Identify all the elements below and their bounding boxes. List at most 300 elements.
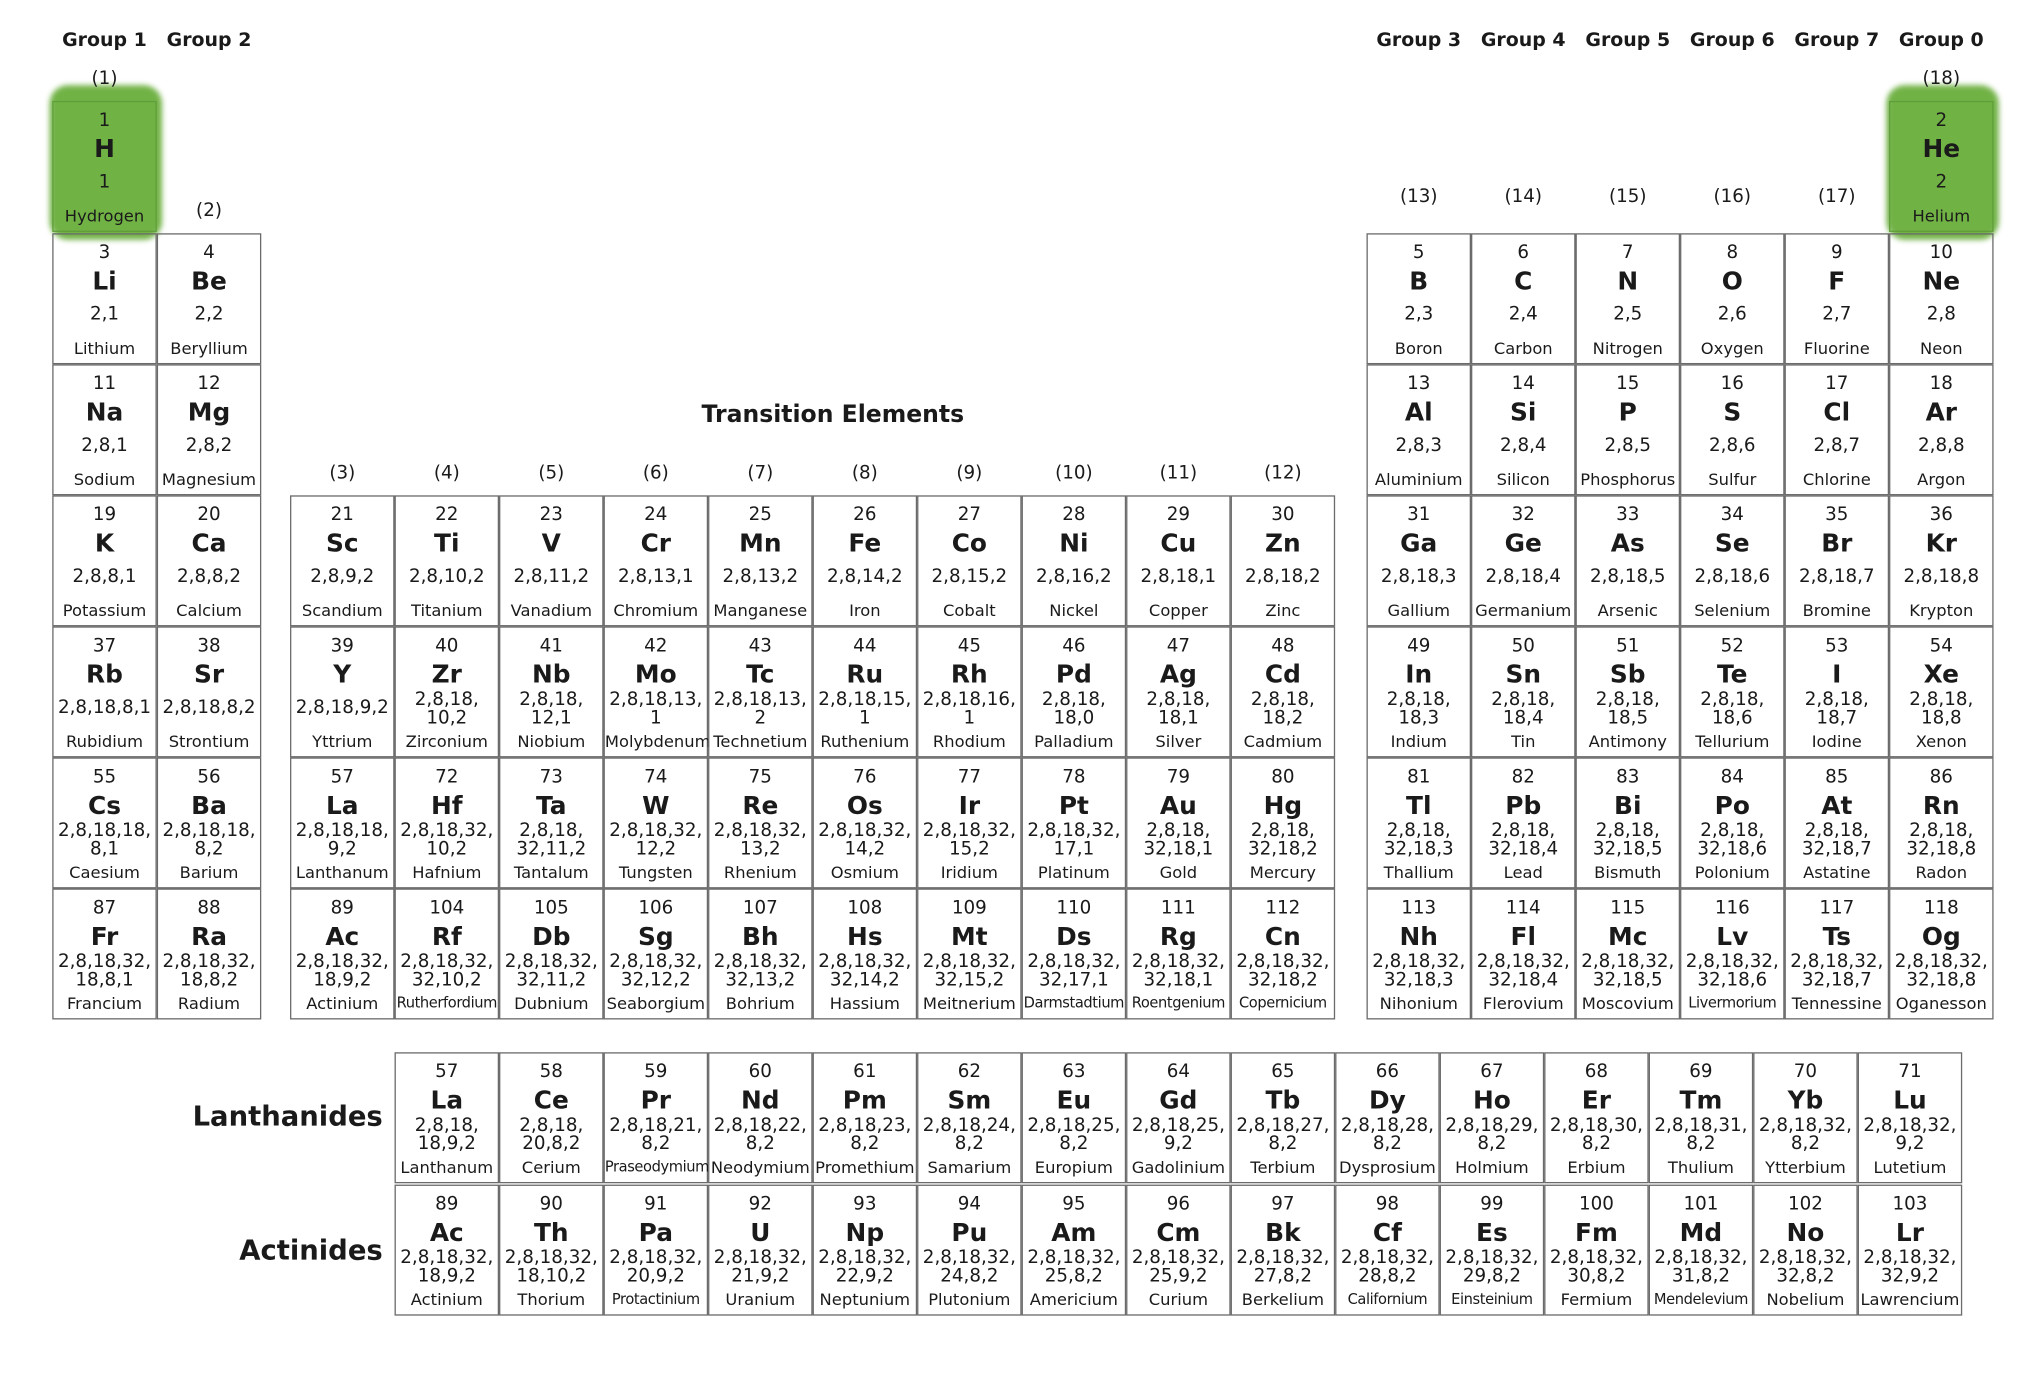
element-cell-rn[interactable] <box>1889 757 1994 888</box>
electron-configuration: 2,8,18, 12,1 <box>519 689 584 729</box>
electron-configuration: 2,8,18,32, 31,8,2 <box>1654 1247 1748 1287</box>
electron-configuration: 2,8,1 <box>81 435 128 457</box>
element-cell-v[interactable] <box>499 495 604 626</box>
element-cell-ca[interactable] <box>157 495 262 626</box>
element-cell-cu[interactable] <box>1126 495 1231 626</box>
element-cell-th[interactable] <box>499 1185 604 1316</box>
element-cell-u[interactable] <box>708 1185 813 1316</box>
element-symbol: Se <box>1714 529 1750 559</box>
atomic-number: 57 <box>330 766 354 788</box>
element-symbol: Lu <box>1893 1086 1927 1116</box>
element-cell-np[interactable] <box>813 1185 918 1316</box>
element-cell-in[interactable] <box>1366 626 1471 757</box>
element-name: Iodine <box>1811 731 1862 751</box>
electron-configuration: 2,8,6 <box>1709 435 1756 457</box>
column-number: (3) <box>329 462 356 484</box>
element-symbol: Y <box>333 660 352 690</box>
element-cell-co[interactable] <box>917 495 1022 626</box>
element-cell-am[interactable] <box>1022 1185 1127 1316</box>
element-symbol: W <box>642 791 670 821</box>
element-cell-gd[interactable] <box>1126 1052 1231 1183</box>
element-cell-ge[interactable] <box>1471 495 1576 626</box>
element-cell-hf[interactable] <box>395 757 500 888</box>
element-cell-mo[interactable] <box>604 626 709 757</box>
element-cell-ar[interactable] <box>1889 364 1994 495</box>
atomic-number: 18 <box>1929 373 1953 395</box>
electron-configuration: 2,8,18,32, 32,18,8 <box>1894 951 1988 991</box>
electron-configuration: 2,8,18,32, 9,2 <box>1863 1115 1957 1155</box>
element-name: Platinum <box>1037 862 1110 882</box>
element-symbol: Hg <box>1263 791 1303 821</box>
element-cell-db[interactable] <box>499 888 604 1019</box>
electron-configuration: 2,8,18, 18,9,2 <box>414 1115 479 1155</box>
atomic-number: 72 <box>435 766 459 788</box>
element-cell-ds[interactable] <box>1022 888 1127 1019</box>
element-symbol: La <box>430 1086 464 1116</box>
element-cell-fm[interactable] <box>1544 1185 1649 1316</box>
element-name: Mendelevium <box>1653 1290 1748 1308</box>
group-header: Group 5 <box>1585 30 1671 52</box>
element-name: Argon <box>1917 469 1966 489</box>
electron-configuration: 2,8,18,32, 15,2 <box>922 820 1016 860</box>
electron-configuration: 2,8,18,18, 8,1 <box>57 820 152 860</box>
element-cell-ag[interactable] <box>1126 626 1231 757</box>
element-cell-po[interactable] <box>1680 757 1785 888</box>
element-cell-lv[interactable] <box>1680 888 1785 1019</box>
electron-configuration: 2,8,18,25, 8,2 <box>1027 1115 1121 1155</box>
element-cell-ho[interactable] <box>1440 1052 1545 1183</box>
electron-configuration: 2,8,18,32, 22,9,2 <box>818 1247 912 1287</box>
group-header: Group 1 <box>62 30 147 52</box>
element-name: Polonium <box>1694 862 1770 882</box>
element-name: Copernicium <box>1238 994 1327 1012</box>
element-name: Cobalt <box>942 600 996 620</box>
element-cell-rf[interactable] <box>395 888 500 1019</box>
atomic-number: 13 <box>1407 373 1431 395</box>
element-symbol: Pu <box>951 1218 988 1248</box>
element-cell-zr[interactable] <box>395 626 500 757</box>
element-cell-ta[interactable] <box>499 757 604 888</box>
element-cell-ce[interactable] <box>499 1052 604 1183</box>
element-symbol: Eu <box>1056 1086 1092 1116</box>
element-symbol: Sn <box>1505 660 1542 690</box>
column-number: (8) <box>851 462 878 484</box>
element-cell-pm[interactable] <box>813 1052 918 1183</box>
element-cell-cn[interactable] <box>1231 888 1336 1019</box>
electron-configuration: 2,8,18, 32,11,2 <box>516 820 587 860</box>
element-cell-c[interactable] <box>1471 233 1576 364</box>
element-symbol: Po <box>1714 791 1750 821</box>
element-cell-pt[interactable] <box>1022 757 1127 888</box>
element-name: Hydrogen <box>64 205 145 226</box>
element-symbol: Cf <box>1372 1218 1402 1248</box>
electron-configuration: 2,8,18,25, 9,2 <box>1131 1115 1225 1155</box>
element-cell-hg[interactable] <box>1231 757 1336 888</box>
element-name: Vanadium <box>510 600 593 620</box>
atomic-number: 53 <box>1825 635 1849 657</box>
element-cell-xe[interactable] <box>1889 626 1994 757</box>
element-name: Rutherfordium <box>396 994 497 1012</box>
element-cell-cs[interactable] <box>52 757 157 888</box>
element-name: Rubidium <box>65 731 144 751</box>
element-cell-fe[interactable] <box>813 495 918 626</box>
atomic-number: 81 <box>1407 766 1431 788</box>
element-cell-cf[interactable] <box>1335 1185 1440 1316</box>
element-cell-bi[interactable] <box>1576 757 1681 888</box>
atomic-number: 6 <box>1517 242 1530 264</box>
atomic-number: 105 <box>533 897 569 919</box>
element-cell-f[interactable] <box>1785 233 1890 364</box>
element-symbol: Cu <box>1160 529 1197 559</box>
atomic-number: 75 <box>748 766 772 788</box>
lanthanides-label: Lanthanides <box>192 1100 383 1133</box>
element-cell-ts[interactable] <box>1785 888 1890 1019</box>
atomic-number: 108 <box>847 897 883 919</box>
element-cell-rh[interactable] <box>917 626 1022 757</box>
element-cell-nd[interactable] <box>708 1052 813 1183</box>
element-name: Sodium <box>73 469 136 489</box>
atomic-number: 52 <box>1720 635 1744 657</box>
electron-configuration: 2,8,18,32, 32,18,6 <box>1685 951 1779 991</box>
atomic-number: 17 <box>1825 373 1849 395</box>
element-name: Protactinium <box>611 1290 700 1308</box>
element-name: Berkelium <box>1241 1289 1324 1310</box>
element-cell-sg[interactable] <box>604 888 709 1019</box>
element-cell-ac[interactable] <box>395 1185 500 1316</box>
group-header: Group 6 <box>1689 30 1775 52</box>
element-cell-at[interactable] <box>1785 757 1890 888</box>
atomic-number: 21 <box>330 504 354 526</box>
element-cell-hs[interactable] <box>813 888 918 1019</box>
element-name: Tungsten <box>618 862 693 882</box>
atomic-number: 88 <box>197 897 221 919</box>
atomic-number: 91 <box>644 1193 668 1215</box>
element-symbol: Yb <box>1787 1086 1824 1116</box>
element-cell-mt[interactable] <box>917 888 1022 1019</box>
column-number: (17) <box>1818 186 1856 208</box>
element-symbol: Cd <box>1264 660 1301 690</box>
element-symbol: Cn <box>1264 922 1301 952</box>
atomic-number: 4 <box>203 242 215 264</box>
electron-configuration: 2,8,18,32, 18,9,2 <box>400 1247 494 1287</box>
element-cell-rg[interactable] <box>1126 888 1231 1019</box>
element-cell-er[interactable] <box>1544 1052 1649 1183</box>
electron-configuration: 2,8,18,2 <box>1245 566 1321 588</box>
element-cell-cl[interactable] <box>1785 364 1890 495</box>
electron-configuration: 2,8,18,32, 24,8,2 <box>922 1247 1016 1287</box>
atomic-number: 25 <box>748 504 772 526</box>
electron-configuration: 2,8,18,8,2 <box>162 697 256 719</box>
atomic-number: 7 <box>1621 242 1634 264</box>
element-cell-cr[interactable] <box>604 495 709 626</box>
element-cell-tm[interactable] <box>1649 1052 1754 1183</box>
element-cell-no[interactable] <box>1753 1185 1858 1316</box>
element-cell-k[interactable] <box>52 495 157 626</box>
element-symbol: P <box>1618 398 1637 428</box>
element-cell-nb[interactable] <box>499 626 604 757</box>
element-cell-ba[interactable] <box>157 757 262 888</box>
element-name: Actinium <box>410 1289 483 1310</box>
atomic-number: 63 <box>1062 1061 1086 1083</box>
electron-configuration: 2,6 <box>1717 304 1747 325</box>
electron-configuration: 2,8,18,5 <box>1589 566 1666 588</box>
electron-configuration: 1 <box>98 171 111 193</box>
element-cell-y[interactable] <box>290 626 395 757</box>
electron-configuration: 2 <box>1935 171 1948 193</box>
electron-configuration: 2,8,18,32, 29,8,2 <box>1445 1247 1539 1287</box>
element-symbol: Ne <box>1922 267 1961 297</box>
element-symbol: Ce <box>533 1086 569 1116</box>
atomic-number: 28 <box>1062 504 1086 526</box>
atomic-number: 101 <box>1683 1193 1719 1215</box>
atomic-number: 32 <box>1511 504 1535 526</box>
element-name: Beryllium <box>170 338 248 358</box>
element-cell-sr[interactable] <box>157 626 262 757</box>
element-name: Selenium <box>1694 600 1771 620</box>
element-symbol: F <box>1828 267 1846 297</box>
element-name: Dubnium <box>514 993 589 1013</box>
element-cell-ne[interactable] <box>1889 233 1994 364</box>
element-name: Sulfur <box>1708 469 1757 489</box>
atomic-number: 98 <box>1375 1193 1400 1215</box>
element-cell-la[interactable] <box>290 757 395 888</box>
element-cell-la[interactable] <box>395 1052 500 1183</box>
electron-configuration: 2,8,18, 32,18,8 <box>1906 820 1977 860</box>
element-cell-li[interactable] <box>52 233 157 364</box>
atomic-number: 45 <box>957 635 981 657</box>
element-name: Dysprosium <box>1338 1157 1436 1177</box>
element-cell-sm[interactable] <box>917 1052 1022 1183</box>
atomic-number: 111 <box>1160 897 1196 919</box>
electron-configuration: 2,4 <box>1508 304 1538 325</box>
element-name: Americium <box>1029 1289 1118 1310</box>
group-header: Group 2 <box>166 30 252 52</box>
element-symbol: Ta <box>536 791 567 821</box>
element-name: Lutetium <box>1873 1157 1947 1177</box>
element-cell-na[interactable] <box>52 364 157 495</box>
electron-configuration: 2,8,18,22, 8,2 <box>713 1115 807 1155</box>
atomic-number: 15 <box>1616 373 1640 395</box>
element-name: Astatine <box>1803 862 1871 882</box>
element-cell-mn[interactable] <box>708 495 813 626</box>
element-cell-ru[interactable] <box>813 626 918 757</box>
element-symbol: Th <box>533 1218 569 1248</box>
element-cell-og[interactable] <box>1889 888 1994 1019</box>
electron-configuration: 2,8,18,32, 25,8,2 <box>1027 1247 1121 1287</box>
element-cell-fl[interactable] <box>1471 888 1576 1019</box>
element-symbol: Li <box>92 267 117 297</box>
element-cell-ti[interactable] <box>395 495 500 626</box>
electron-configuration: 2,8,18,6 <box>1694 566 1771 588</box>
element-name: Indium <box>1390 731 1447 751</box>
element-name: Rhodium <box>932 731 1006 751</box>
atomic-number: 34 <box>1720 504 1744 526</box>
element-cell-b[interactable] <box>1366 233 1471 364</box>
element-cell-w[interactable] <box>604 757 709 888</box>
element-cell-fr[interactable] <box>52 888 157 1019</box>
element-cell-br[interactable] <box>1785 495 1890 626</box>
element-name: Niobium <box>517 731 586 751</box>
element-name: Mercury <box>1249 862 1316 882</box>
element-cell-ir[interactable] <box>917 757 1022 888</box>
atomic-number: 114 <box>1505 897 1541 919</box>
element-name: Francium <box>66 993 143 1013</box>
element-name: Meitnerium <box>922 993 1016 1013</box>
element-cell-o[interactable] <box>1680 233 1785 364</box>
electron-configuration: 2,8,18,16, 1 <box>922 689 1016 729</box>
element-symbol: Cr <box>640 529 672 559</box>
element-name: Moscovium <box>1581 993 1674 1013</box>
element-cell-yb[interactable] <box>1753 1052 1858 1183</box>
atomic-number: 50 <box>1511 635 1535 657</box>
element-cell-md[interactable] <box>1649 1185 1754 1316</box>
element-cell-be[interactable] <box>157 233 262 364</box>
element-cell-se[interactable] <box>1680 495 1785 626</box>
electron-configuration: 2,8,18, 32,18,3 <box>1383 820 1454 860</box>
element-name: Barium <box>179 862 239 882</box>
element-symbol: In <box>1405 660 1433 690</box>
electron-configuration: 2,1 <box>89 304 120 325</box>
electron-configuration: 2,8,18, 18,4 <box>1491 689 1556 729</box>
element-cell-ni[interactable] <box>1022 495 1127 626</box>
group-header: Group 7 <box>1794 30 1880 52</box>
element-cell-pr[interactable] <box>604 1052 709 1183</box>
electron-configuration: 2,8,4 <box>1499 435 1547 457</box>
element-cell-mc[interactable] <box>1576 888 1681 1019</box>
element-cell-h[interactable] <box>52 101 157 232</box>
electron-configuration: 2,8,18,32, 12,2 <box>609 820 703 860</box>
electron-configuration: 2,8,15,2 <box>931 566 1008 588</box>
element-cell-rb[interactable] <box>52 626 157 757</box>
element-cell-bh[interactable] <box>708 888 813 1019</box>
element-cell-i[interactable] <box>1785 626 1890 757</box>
element-cell-as[interactable] <box>1576 495 1681 626</box>
electron-configuration: 2,8,18, 18,3 <box>1386 689 1451 729</box>
element-symbol: Er <box>1581 1086 1612 1116</box>
element-symbol: Bi <box>1614 791 1642 821</box>
electron-configuration: 2,8,18,32, 32,13,2 <box>713 951 807 991</box>
element-symbol: I <box>1832 660 1842 690</box>
element-name: Nobelium <box>1766 1289 1845 1310</box>
element-name: Promethium <box>815 1157 915 1177</box>
atomic-number: 30 <box>1271 504 1295 526</box>
element-name: Thulium <box>1667 1157 1734 1177</box>
element-cell-pb[interactable] <box>1471 757 1576 888</box>
element-cell-sn[interactable] <box>1471 626 1576 757</box>
element-cell-p[interactable] <box>1576 364 1681 495</box>
element-cell-ga[interactable] <box>1366 495 1471 626</box>
element-symbol: K <box>94 529 115 559</box>
electron-configuration: 2,8,18,8 <box>1903 566 1980 588</box>
element-name: Antimony <box>1588 731 1667 751</box>
element-name: Xenon <box>1915 731 1967 751</box>
element-cell-si[interactable] <box>1471 364 1576 495</box>
element-cell-pd[interactable] <box>1022 626 1127 757</box>
element-cell-eu[interactable] <box>1022 1052 1127 1183</box>
element-cell-ac[interactable] <box>290 888 395 1019</box>
element-name: Scandium <box>301 600 383 620</box>
element-cell-au[interactable] <box>1126 757 1231 888</box>
atomic-number: 11 <box>92 373 117 395</box>
element-cell-n[interactable] <box>1576 233 1681 364</box>
column-number: (2) <box>196 200 222 222</box>
element-cell-te[interactable] <box>1680 626 1785 757</box>
element-cell-sb[interactable] <box>1576 626 1681 757</box>
atomic-number: 39 <box>330 635 354 657</box>
element-cell-dy[interactable] <box>1335 1052 1440 1183</box>
element-cell-mg[interactable] <box>157 364 262 495</box>
element-cell-sc[interactable] <box>290 495 395 626</box>
element-cell-es[interactable] <box>1440 1185 1545 1316</box>
element-cell-nh[interactable] <box>1366 888 1471 1019</box>
element-cell-pu[interactable] <box>917 1185 1022 1316</box>
electron-configuration: 2,8,18, 18,2 <box>1250 689 1315 729</box>
atomic-number: 44 <box>853 635 877 657</box>
element-cell-tb[interactable] <box>1231 1052 1336 1183</box>
atomic-number: 65 <box>1271 1061 1295 1083</box>
atomic-number: 103 <box>1892 1193 1928 1215</box>
electron-configuration: 2,8,18,32, 32,18,5 <box>1581 951 1675 991</box>
element-cell-al[interactable] <box>1366 364 1471 495</box>
electron-configuration: 2,8,18,32, 17,1 <box>1027 820 1121 860</box>
element-symbol: Ts <box>1822 922 1852 952</box>
element-cell-zn[interactable] <box>1231 495 1336 626</box>
element-symbol: Mo <box>634 660 677 690</box>
electron-configuration: 2,8,18,32, 21,9,2 <box>713 1247 807 1287</box>
element-name: Nitrogen <box>1592 338 1663 358</box>
electron-configuration: 2,8,18,4 <box>1485 566 1562 588</box>
element-symbol: Ba <box>191 791 227 821</box>
element-cell-tc[interactable] <box>708 626 813 757</box>
element-cell-tl[interactable] <box>1366 757 1471 888</box>
electron-configuration: 2,8,5 <box>1604 435 1652 457</box>
atomic-number: 26 <box>853 504 877 526</box>
electron-configuration: 2,8,18,32, 20,9,2 <box>609 1247 703 1287</box>
element-symbol: Si <box>1510 398 1537 428</box>
column-number: (13) <box>1399 186 1438 208</box>
column-number: (1) <box>91 68 118 90</box>
element-cell-cd[interactable] <box>1231 626 1336 757</box>
element-cell-os[interactable] <box>813 757 918 888</box>
element-cell-re[interactable] <box>708 757 813 888</box>
element-symbol: Cl <box>1823 398 1851 428</box>
transition-elements-title: Transition Elements <box>701 400 965 429</box>
element-name: Gallium <box>1387 600 1451 620</box>
electron-configuration: 2,8,13,2 <box>722 566 799 588</box>
element-cell-lu[interactable] <box>1858 1052 1963 1183</box>
atomic-number: 54 <box>1929 635 1953 657</box>
atomic-number: 57 <box>435 1061 459 1083</box>
electron-configuration: 2,8,18,3 <box>1380 566 1457 588</box>
element-cell-s[interactable] <box>1680 364 1785 495</box>
element-cell-kr[interactable] <box>1889 495 1994 626</box>
element-cell-ra[interactable] <box>157 888 262 1019</box>
element-name: Krypton <box>1909 600 1974 620</box>
element-name: Magnesium <box>161 469 257 489</box>
element-cell-he[interactable] <box>1889 101 1994 232</box>
element-name: Calcium <box>176 600 242 620</box>
group-header: Group 0 <box>1898 30 1984 52</box>
element-cell-cm[interactable] <box>1126 1185 1231 1316</box>
electron-configuration: 2,8,18,9,2 <box>295 697 389 719</box>
element-cell-bk[interactable] <box>1231 1185 1336 1316</box>
element-symbol: Pa <box>638 1218 673 1248</box>
element-cell-pa[interactable] <box>604 1185 709 1316</box>
electron-configuration: 2,8,18, 18,6 <box>1700 689 1765 729</box>
element-symbol: Mg <box>187 398 231 428</box>
element-cell-lr[interactable] <box>1858 1185 1963 1316</box>
electron-configuration: 2,8,18,7 <box>1798 566 1875 588</box>
